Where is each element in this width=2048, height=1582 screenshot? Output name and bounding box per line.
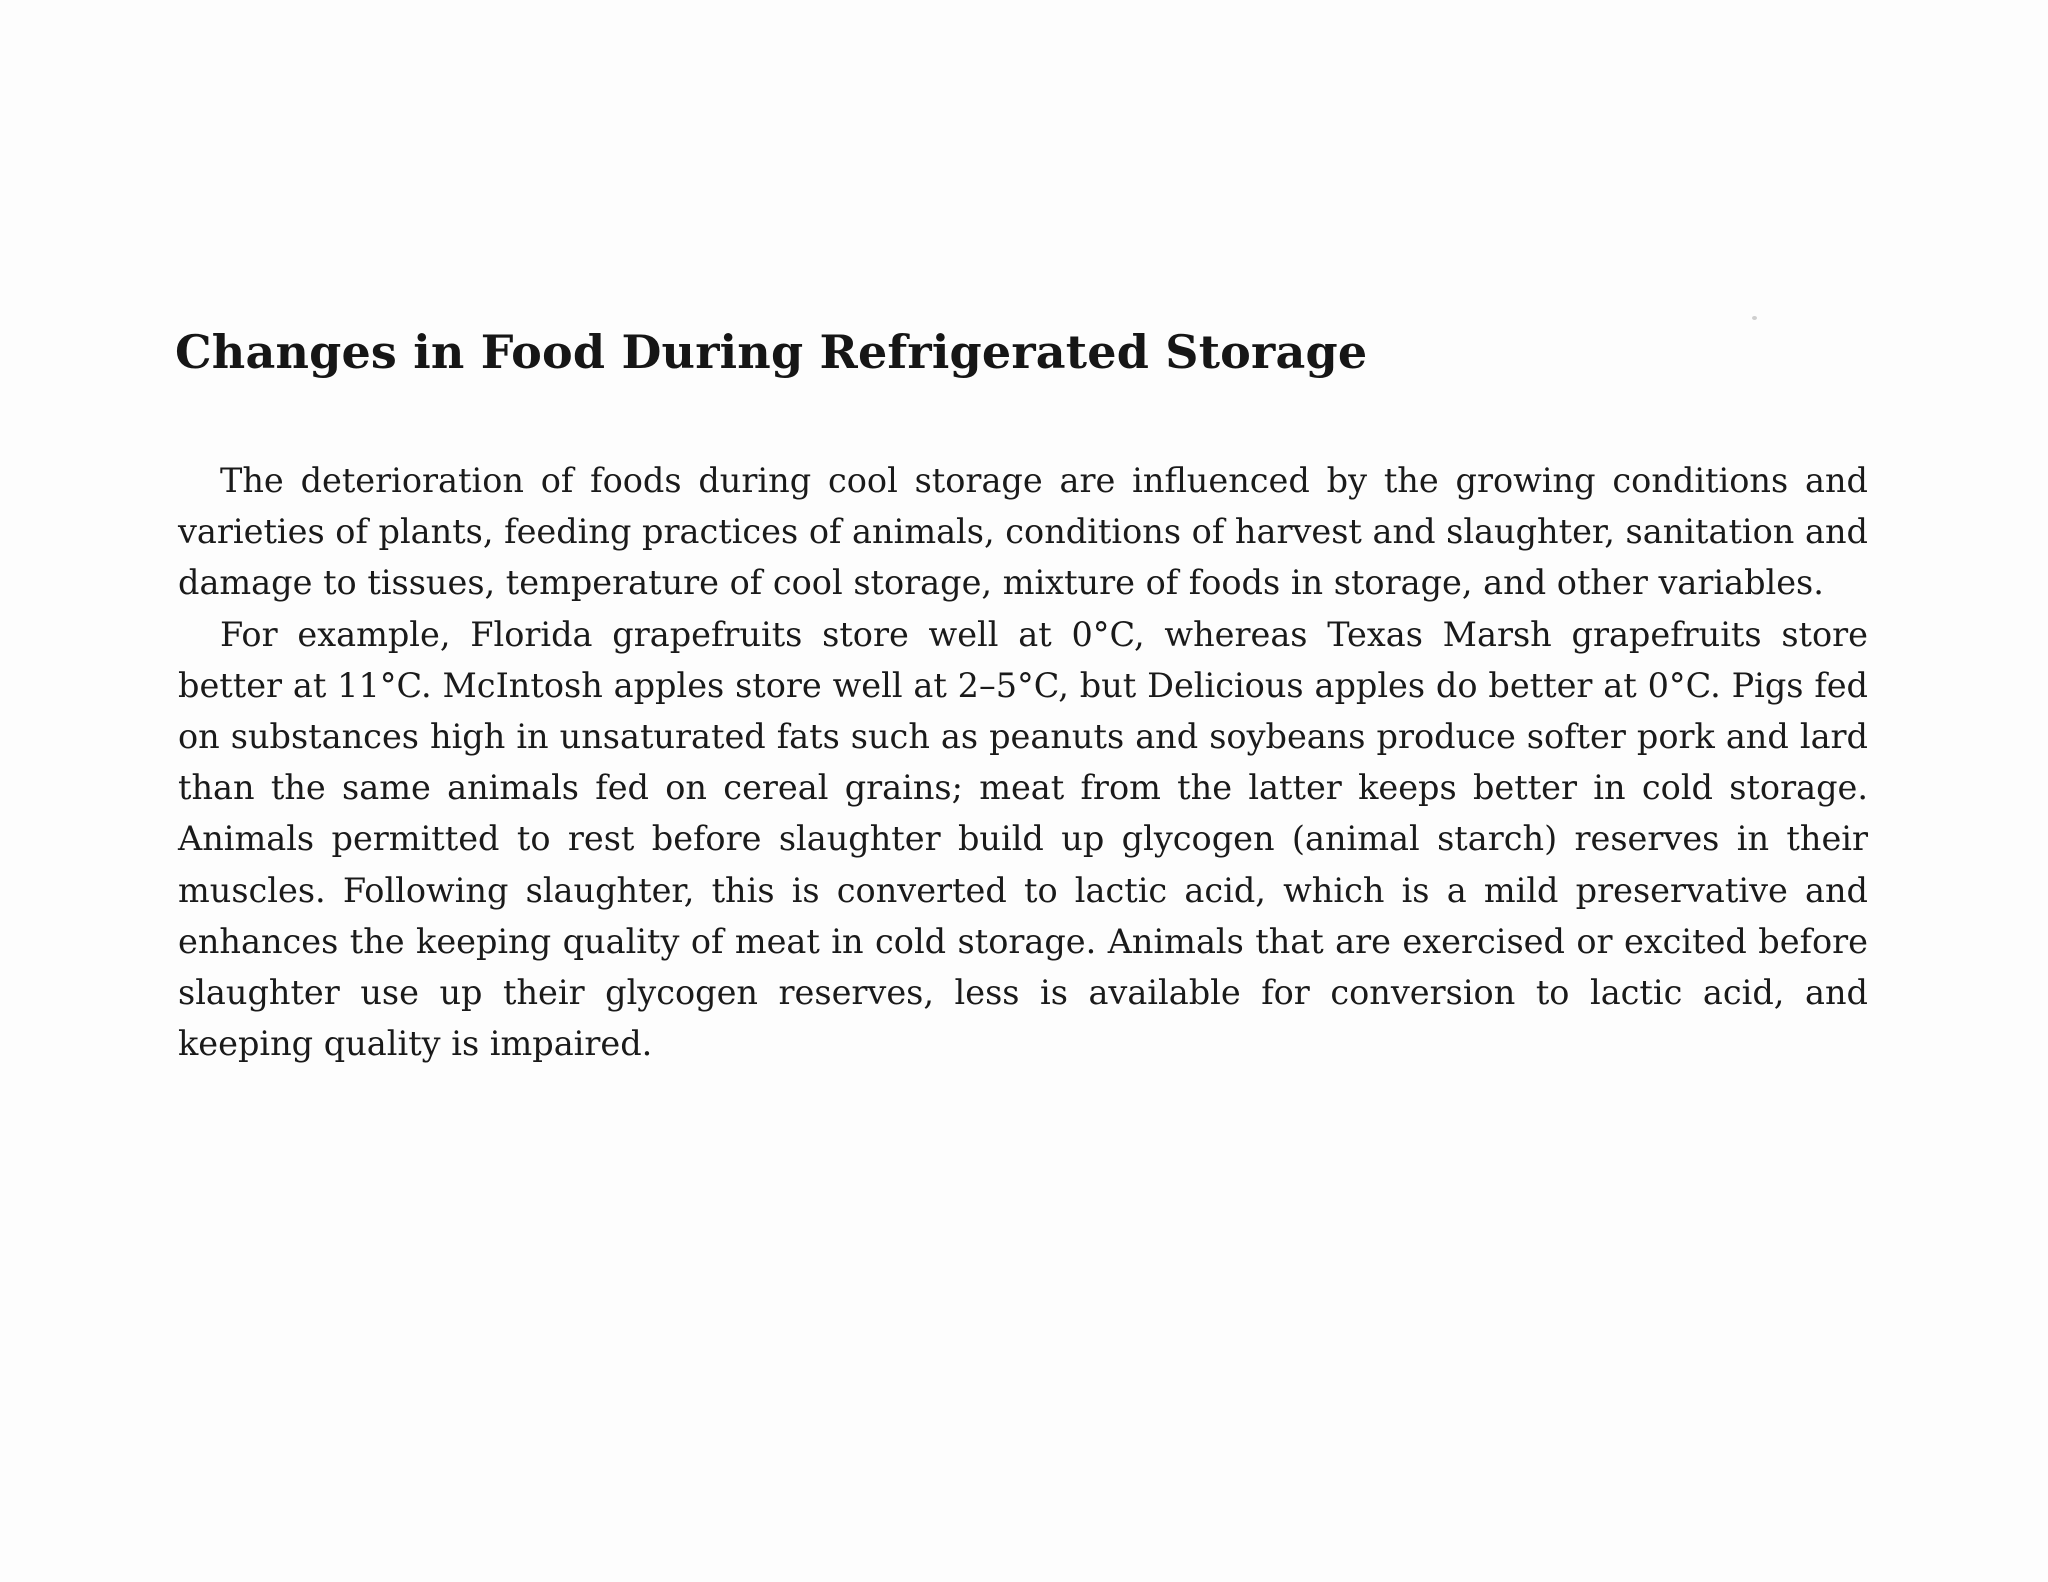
paragraph-2: For example, Florida grapefruits store well at 0°C, whereas Texas Marsh grapefruits store better at 11°C. McIntosh apples store well at 2–5°C, but Delicious apples do better at 0°C. Pigs fed on substances high in unsaturated fats such as peanuts and soybeans produce softer pork and lard than the same animals fed on cereal grains; meat from the latter keeps better in cold storage. Animals permitted to rest before slaughter build up glycogen (animal starch) reserves in their muscles. Following slaughter, this is converted to lactic acid, which is a mild preservative and enhances the keeping quality of meat in cold storage. Animals that are exercised or excited before slaughter use up their glycogen reserves, less is available for conversion to lactic acid, and keeping quality is impaired. bbox=[178, 614, 1868, 1064]
body-text bbox=[178, 455, 1868, 1069]
section-title: Changes in Food During Refrigerated Storage bbox=[175, 325, 1368, 379]
paragraph-1: The deterioration of foods during cool storage are influenced by the growing conditions and varieties of plants, feeding practices of animals, conditions of harvest and slaughter, sanitation and damage to tissues, temperature of cool storage, mixture of foods in storage, and other variables. bbox=[178, 461, 1868, 603]
scan-speck bbox=[1752, 316, 1757, 320]
